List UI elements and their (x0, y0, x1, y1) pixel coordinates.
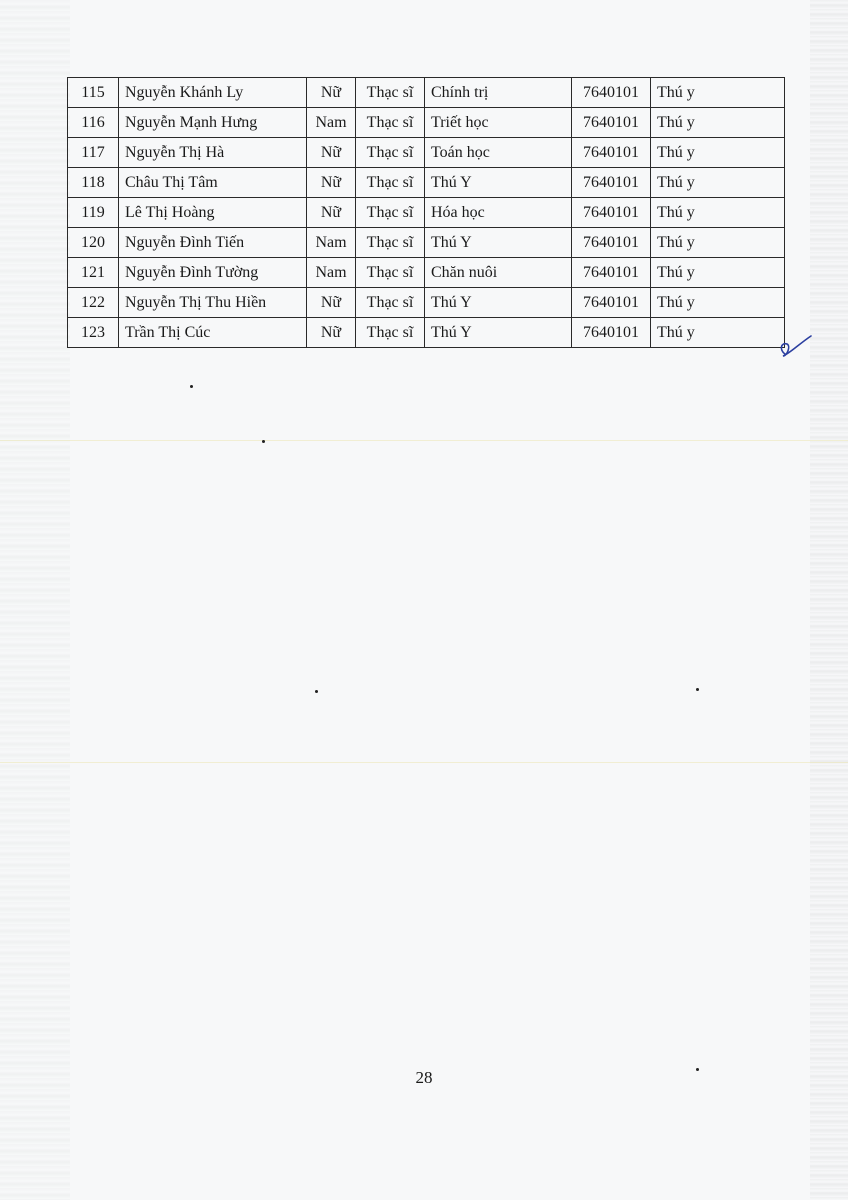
staff-degree: Thạc sĩ (356, 138, 425, 168)
program-field: Thú y (651, 288, 785, 318)
staff-name: Trần Thị Cúc (119, 318, 307, 348)
staff-gender: Nam (307, 108, 356, 138)
staff-name: Nguyễn Mạnh Hưng (119, 108, 307, 138)
program-code: 7640101 (572, 318, 651, 348)
staff-gender: Nữ (307, 318, 356, 348)
staff-gender: Nữ (307, 168, 356, 198)
staff-name: Châu Thị Tâm (119, 168, 307, 198)
staff-degree: Thạc sĩ (356, 198, 425, 228)
staff-gender: Nam (307, 258, 356, 288)
program-field: Thú y (651, 108, 785, 138)
staff-major: Thú Y (425, 168, 572, 198)
program-field: Thú y (651, 78, 785, 108)
row-index: 123 (68, 318, 119, 348)
program-code: 7640101 (572, 228, 651, 258)
program-field: Thú y (651, 138, 785, 168)
row-index: 115 (68, 78, 119, 108)
row-index: 121 (68, 258, 119, 288)
row-index: 119 (68, 198, 119, 228)
table-row (68, 138, 785, 168)
table-row (68, 258, 785, 288)
staff-gender: Nữ (307, 288, 356, 318)
program-code: 7640101 (572, 78, 651, 108)
program-field: Thú y (651, 168, 785, 198)
row-index: 122 (68, 288, 119, 318)
staff-table-body (68, 78, 785, 348)
scan-noise-right (810, 0, 848, 1200)
staff-degree: Thạc sĩ (356, 108, 425, 138)
staff-major: Thú Y (425, 318, 572, 348)
staff-gender: Nữ (307, 198, 356, 228)
staff-degree: Thạc sĩ (356, 168, 425, 198)
table-row (68, 198, 785, 228)
program-field: Thú y (651, 228, 785, 258)
staff-major: Triết học (425, 108, 572, 138)
program-code: 7640101 (572, 138, 651, 168)
staff-degree: Thạc sĩ (356, 228, 425, 258)
program-code: 7640101 (572, 258, 651, 288)
table-row (68, 228, 785, 258)
program-field: Thú y (651, 318, 785, 348)
scan-artifact-line (0, 440, 848, 441)
scan-noise-left (0, 0, 70, 1200)
scan-speck (315, 690, 318, 693)
program-code: 7640101 (572, 108, 651, 138)
table-row (68, 78, 785, 108)
staff-gender: Nam (307, 228, 356, 258)
scan-speck (190, 385, 193, 388)
staff-degree: Thạc sĩ (356, 318, 425, 348)
staff-major: Chính trị (425, 78, 572, 108)
staff-name: Nguyễn Thị Thu Hiền (119, 288, 307, 318)
scan-speck (696, 688, 699, 691)
staff-degree: Thạc sĩ (356, 258, 425, 288)
staff-name: Nguyễn Đình Tường (119, 258, 307, 288)
scan-speck (262, 440, 265, 443)
program-code: 7640101 (572, 198, 651, 228)
staff-degree: Thạc sĩ (356, 78, 425, 108)
table-row (68, 288, 785, 318)
program-code: 7640101 (572, 288, 651, 318)
staff-major: Thú Y (425, 288, 572, 318)
row-index: 118 (68, 168, 119, 198)
staff-major: Thú Y (425, 228, 572, 258)
staff-degree: Thạc sĩ (356, 288, 425, 318)
staff-name: Nguyễn Đình Tiến (119, 228, 307, 258)
table-row (68, 318, 785, 348)
staff-name: Nguyễn Thị Hà (119, 138, 307, 168)
program-code: 7640101 (572, 168, 651, 198)
table-row (68, 108, 785, 138)
row-index: 120 (68, 228, 119, 258)
staff-table (67, 77, 785, 348)
program-field: Thú y (651, 198, 785, 228)
staff-major: Toán học (425, 138, 572, 168)
signature-mark (775, 332, 815, 364)
page-number: 28 (415, 1068, 433, 1087)
staff-gender: Nữ (307, 78, 356, 108)
scan-artifact-line (0, 762, 848, 763)
table-row (68, 168, 785, 198)
staff-name: Lê Thị Hoàng (119, 198, 307, 228)
row-index: 116 (68, 108, 119, 138)
staff-major: Chăn nuôi (425, 258, 572, 288)
staff-major: Hóa học (425, 198, 572, 228)
staff-name: Nguyễn Khánh Ly (119, 78, 307, 108)
staff-gender: Nữ (307, 138, 356, 168)
row-index: 117 (68, 138, 119, 168)
program-field: Thú y (651, 258, 785, 288)
